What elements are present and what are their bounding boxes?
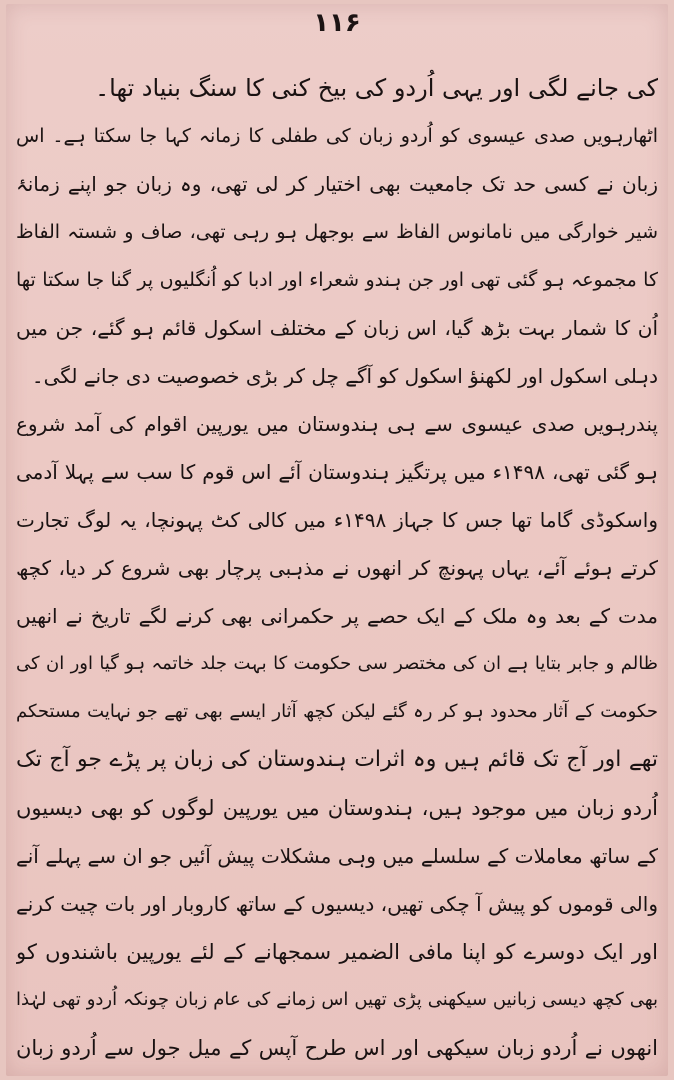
text-line-9: ہو گئی تھی، ۱۴۹۸ء میں پرتگیز ہندوستان آئے اس قوم کا سب سے پہلا آدمی — [16, 460, 658, 484]
text-line-2: اٹھارہویں صدی عیسوی کو اُردو زبان کی طفلی کا زمانہ کہا جا سکتا ہے۔ اس — [16, 125, 658, 147]
text-line-5: کا مجموعہ ہو گئی تھی اور جن ہندو شعراء اور ادبا کو اُنگلیوں پر گنا جا سکتا تھا — [16, 269, 658, 291]
text-line-3: زبان نے کسی حد تک جامعیت بھی اختیار کر لی تھی، وہ زبان جو اپنے زمانۂ — [16, 172, 658, 196]
page-number: ۱۱۶ — [313, 8, 361, 38]
text-line-21: انھوں نے اُردو زبان سیکھی اور اس طرح آپس کے میل جول سے اُردو زبان — [16, 1036, 658, 1060]
text-line-1: کی جانے لگی اور یہی اُردو کی بیخ کنی کا سنگ بنیاد تھا۔ — [95, 74, 658, 102]
text-line-13: ظالم و جابر بتایا ہے ان کی مختصر سی حکومت کا بہت جلد خاتمہ ہو گیا اور ان کی — [16, 653, 658, 674]
text-line-11: کرتے ہوئے آئے، یہاں پہونچ کر انھوں نے مذہبی پرچار بھی شروع کر دیا، کچھ — [16, 556, 658, 580]
text-line-4: شیر خوارگی میں نامانوس الفاظ سے بوجھل ہو رہی تھی، صاف و شستہ الفاظ — [16, 221, 658, 243]
text-line-17: کے ساتھ معاملات کے سلسلے میں وہی مشکلات پیش آئیں جو ان سے پہلے آنے — [16, 844, 658, 868]
text-line-18: والی قوموں کو پیش آ چکی تھیں، دیسیوں کے ساتھ کاروبار اور بات چیت کرنے — [16, 892, 658, 916]
text-line-8: پندرہویں صدی عیسوی سے ہی ہندوستان میں یورپین اقوام کی آمد شروع — [16, 412, 658, 436]
text-line-19: اور ایک دوسرے کو اپنا مافی الضمیر سمجھانے کے لئے یورپین باشندوں کو — [16, 940, 658, 964]
text-line-20: بھی کچھ دیسی زبانیں سیکھنی پڑی تھیں اس زمانے کی عام زبان چونکہ اُردو تھی لہٰذا — [16, 989, 658, 1010]
text-line-15: تھے اور آج تک قائم ہیں وہ اثرات ہندوستان کی زبان پر پڑے جو آج تک — [16, 747, 658, 772]
text-line-10: واسکوڈی گاما تھا جس کا جہاز ۱۴۹۸ء میں کالی کٹ پہونچا، یہ لوگ تجارت — [16, 508, 658, 532]
text-line-12: مدت کے بعد وہ ملک کے ایک حصے پر حکمرانی بھی کرنے لگے تاریخ نے انھیں — [16, 604, 658, 628]
text-line-16: اُردو زبان میں موجود ہیں، ہندوستان میں یورپین لوگوں کو بھی دیسیوں — [16, 796, 658, 820]
book-page — [6, 4, 668, 1076]
text-line-6: اُن کا شمار بہت بڑھ گیا، اس زبان کے مختلف اسکول قائم ہو گئے، جن میں — [16, 316, 658, 340]
body-text — [6, 68, 668, 1068]
text-line-7: دہلی اسکول اور لکھنؤ اسکول کو آگے چل کر بڑی خصوصیت دی جانے لگی۔ — [31, 364, 658, 388]
text-line-14: حکومت کے آثار محدود ہو کر رہ گئے لیکن کچھ آثار ایسے بھی تھے جو نہایت مستحکم — [16, 701, 658, 722]
